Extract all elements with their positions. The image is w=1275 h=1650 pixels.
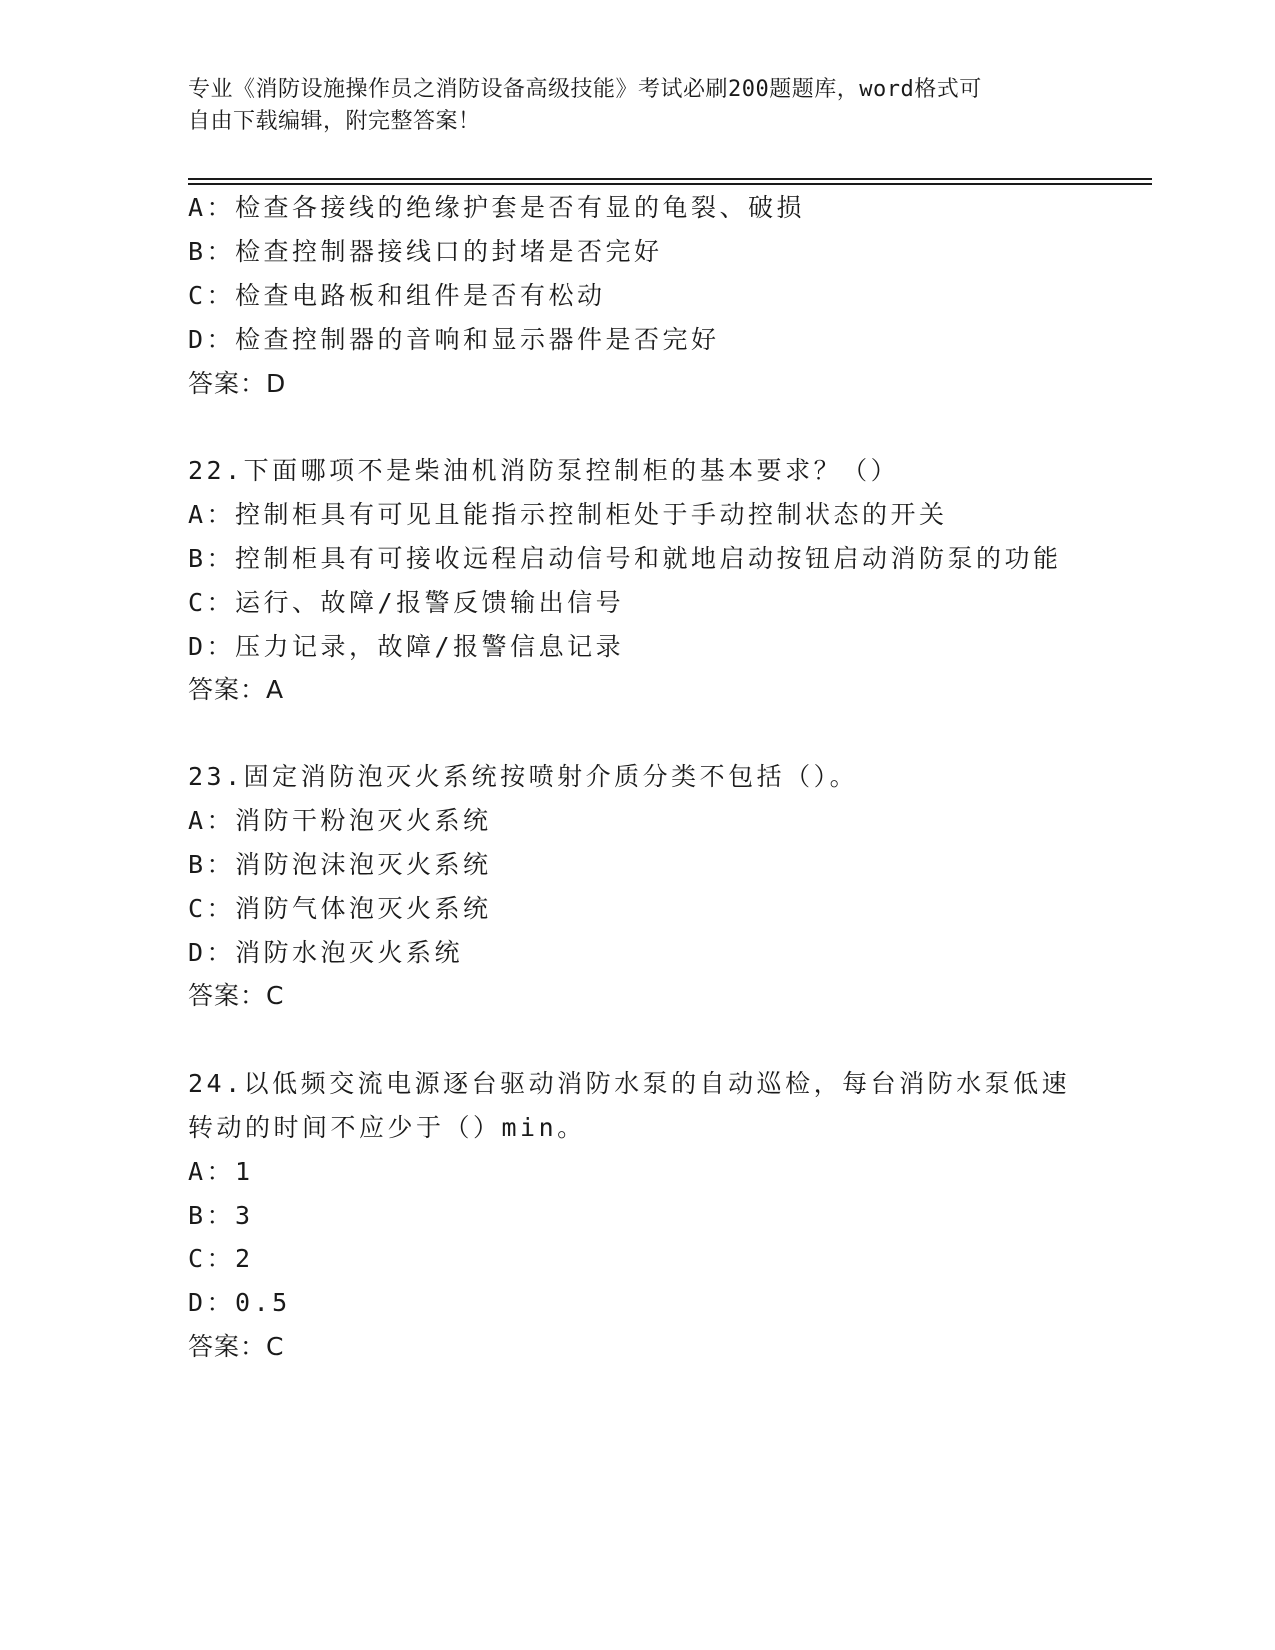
q23-option-a: A：消防干粉泡灭火系统 [188, 806, 492, 835]
document-header [188, 74, 1068, 138]
header-line-1: 专业《消防设施操作员之消防设备高级技能》考试必刷200题题库，word格式可 [188, 77, 982, 102]
q23-question: 23.固定消防泡灭火系统按喷射介质分类不包括（）。 [188, 762, 859, 791]
q24-option-c: C：2 [188, 1244, 254, 1273]
header-divider-bottom [188, 183, 1152, 185]
q21-option-b: B：检查控制器接线口的封堵是否完好 [188, 237, 663, 266]
q22-option-d: D：压力记录，故障/报警信息记录 [188, 632, 625, 661]
q22-option-c: C：运行、故障/报警反馈输出信号 [188, 588, 625, 617]
q22-answer: 答案：A [188, 675, 285, 704]
q23-option-b: B：消防泡沫泡灭火系统 [188, 850, 492, 879]
header-line-2: 自由下载编辑，附完整答案！ [188, 109, 481, 134]
q23-option-d: D：消防水泡灭火系统 [188, 938, 464, 967]
header-divider-top [188, 178, 1152, 180]
q21-option-c: C：检查电路板和组件是否有松动 [188, 281, 606, 310]
q21-answer: 答案：D [188, 369, 287, 398]
q24-option-d: D：0.5 [188, 1288, 291, 1317]
q24-question-line-1: 24.以低频交流电源逐台驱动消防水泵的自动巡检，每台消防水泵低速 [188, 1069, 1071, 1098]
q21-option-a: A：检查各接线的绝缘护套是否有显的龟裂、破损 [188, 193, 806, 222]
q24-option-b: B：3 [188, 1201, 254, 1230]
q24-answer: 答案：C [188, 1332, 285, 1361]
q22-question: 22.下面哪项不是柴油机消防泵控制柜的基本要求？（） [188, 456, 900, 485]
q22-option-b: B：控制柜具有可接收远程启动信号和就地启动按钮启动消防泵的功能 [188, 544, 1062, 573]
q24-option-a: A：1 [188, 1157, 254, 1186]
q24-question-line-2: 转动的时间不应少于（）min。 [188, 1113, 586, 1142]
q21-option-d: D：检查控制器的音响和显示器件是否完好 [188, 325, 720, 354]
q22-option-a: A：控制柜具有可见且能指示控制柜处于手动控制状态的开关 [188, 500, 948, 529]
q23-option-c: C：消防气体泡灭火系统 [188, 894, 492, 923]
q23-answer: 答案：C [188, 981, 285, 1010]
